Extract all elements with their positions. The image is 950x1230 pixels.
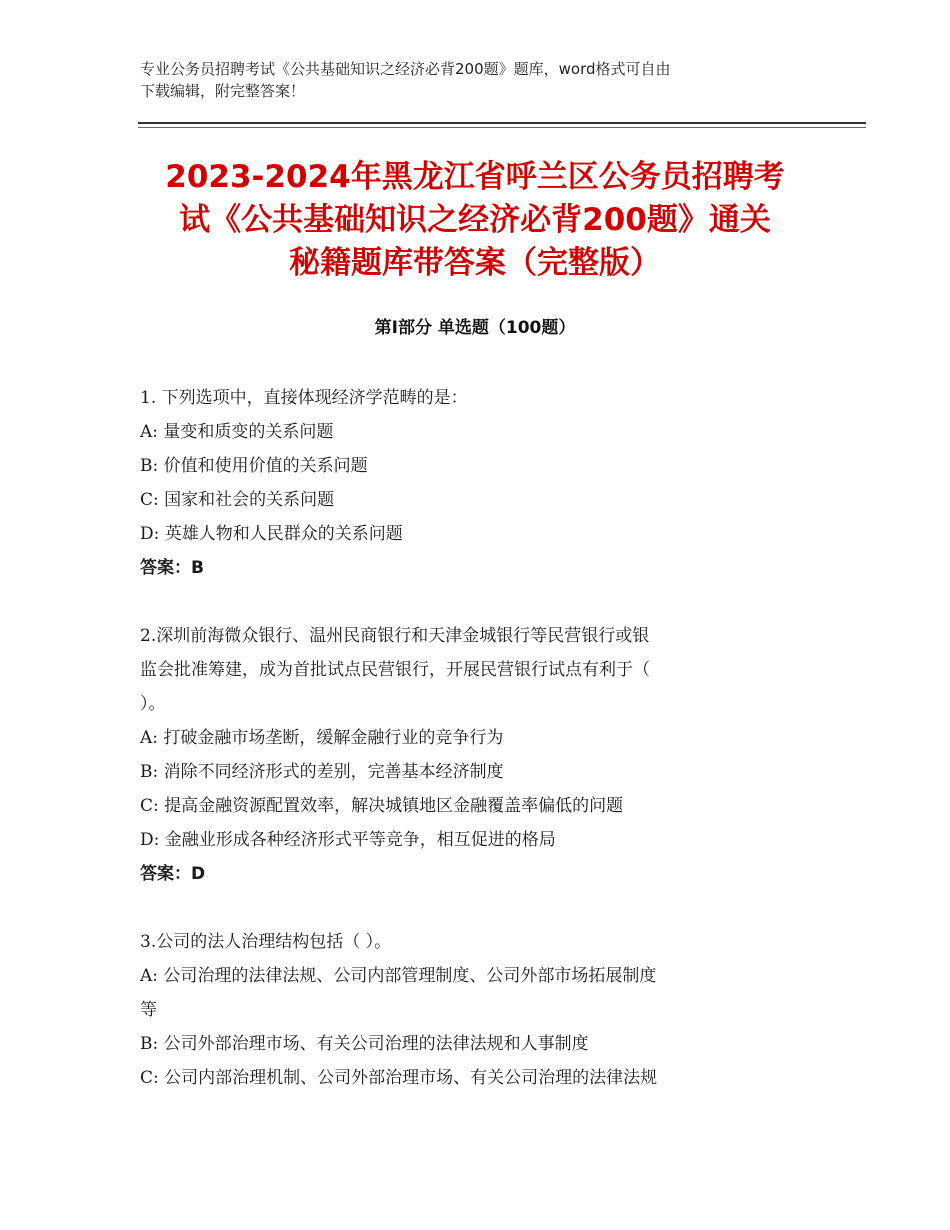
option-c: C: 公司内部治理机制、公司外部治理市场、有关公司治理的法律法规 [140,1068,658,1088]
section-title: 第Ⅰ部分 单选题（100题） [374,318,576,338]
question-stem: 监会批准筹建，成为首批试点民营银行，开展民营银行试点有利于（ [140,660,650,680]
header-note-line: 专业公务员招聘考试《公共基础知识之经济必背200题》题库，word格式可自由 [140,60,671,78]
option-b: B: 消除不同经济形式的差别，完善基本经济制度 [140,762,504,782]
document-title-line: 秘籍题库带答案（完整版） [289,245,661,281]
option-a: A: 打破金融市场垄断，缓解金融行业的竞争行为 [140,728,504,748]
question-list [140,381,820,1095]
option-b: B: 价值和使用价值的关系问题 [140,456,368,476]
question-stem: 1. 下列选项中，直接体现经济学范畴的是： [140,388,468,408]
header-note-line: 下载编辑，附完整答案！ [140,82,306,100]
header-note [140,58,820,102]
header-divider-thick [138,122,866,124]
question-spacer [140,891,820,925]
question-spacer [140,585,820,619]
option-d: D: 英雄人物和人民群众的关系问题 [140,524,403,544]
question-1 [140,381,820,585]
question-2 [140,619,820,891]
document-title-line: 2023-2024年黑龙江省呼兰区公务员招聘考 [165,159,785,195]
option-c: C: 提高金融资源配置效率，解决城镇地区金融覆盖率偏低的问题 [140,796,624,816]
question-3 [140,925,820,1095]
document-title [100,156,850,285]
option-d: D: 金融业形成各种经济形式平等竞争，相互促进的格局 [140,830,556,850]
question-stem: 2.深圳前海微众银行、温州民商银行和天津金城银行等民营银行或银 [140,626,650,646]
option-a: A: 量变和质变的关系问题 [140,422,334,442]
option-b: B: 公司外部治理市场、有关公司治理的法律法规和人事制度 [140,1034,589,1054]
option-a: A: 公司治理的法律法规、公司内部管理制度、公司外部市场拓展制度 [140,966,657,986]
document-title-line: 试《公共基础知识之经济必背200题》通关 [179,202,771,238]
answer: 答案：B [140,558,204,578]
question-stem: ）。 [140,694,166,714]
option-c: C: 国家和社会的关系问题 [140,490,335,510]
question-stem: 3.公司的法人治理结构包括（ ）。 [140,932,392,952]
answer: 答案：D [140,864,206,884]
header-divider-thin [138,127,866,128]
option-a-continued: 等 [140,1000,157,1020]
